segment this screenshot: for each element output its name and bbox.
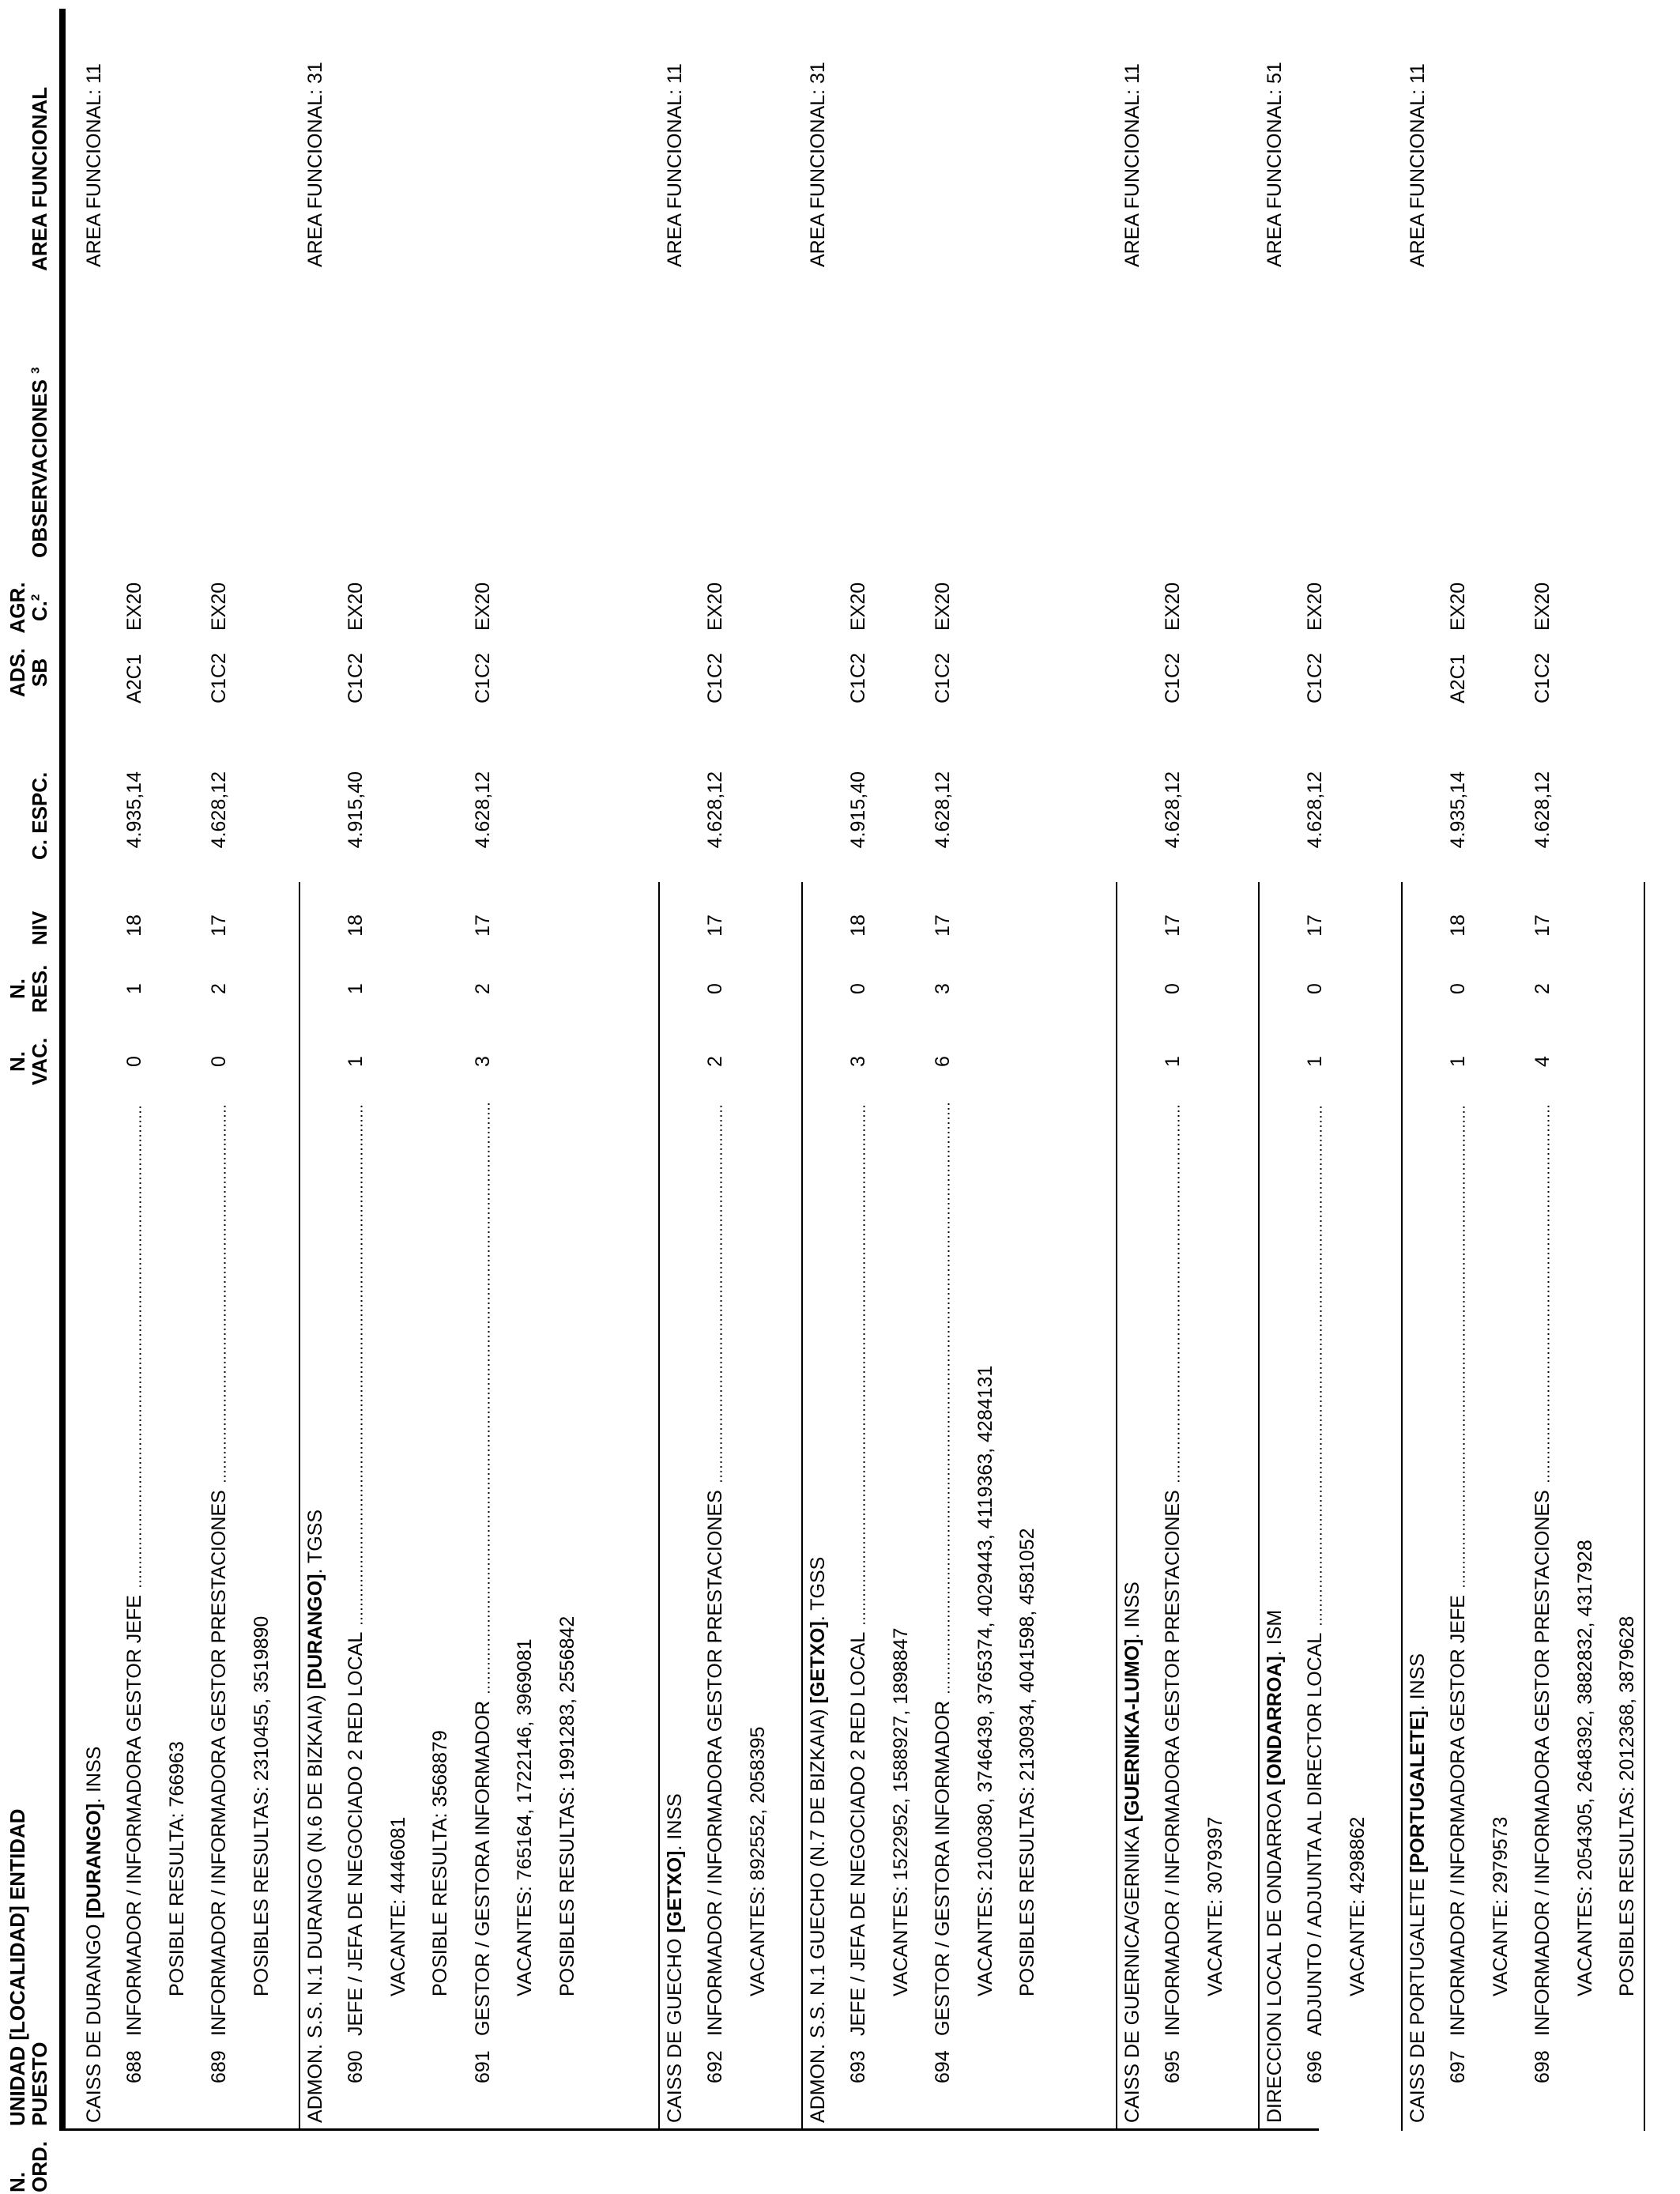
unit-header [1406, 1653, 1430, 2123]
header-observaciones: OBSERVACIONES $^3$ [28, 367, 51, 558]
header-divider [59, 9, 66, 2131]
position-title: ADJUNTO / ADJUNTA AL DIRECTOR LOCAL [1303, 1632, 1326, 2036]
c-espc: 4.628,12 [471, 771, 494, 849]
area-funcional: AREA FUNCIONAL: 31 [807, 62, 829, 267]
niv: 17 [703, 914, 726, 937]
header-n-vac: N. VAC. [6, 1037, 51, 1086]
n-vac: 1 [1303, 1056, 1326, 1067]
table-row [703, 0, 727, 2194]
unit-header [1263, 1610, 1286, 2123]
c-espc: 4.628,12 [208, 771, 231, 849]
ads-sb: C1C2 [932, 653, 955, 703]
unit-locality: [GETXO] [807, 1621, 829, 1704]
n-res: 2 [471, 983, 494, 994]
ads-sb: A2C1 [1446, 654, 1469, 703]
table-row [344, 0, 367, 2194]
position-note: POSIBLES RESULTAS: 2012368, 3879628 [1616, 1615, 1639, 1996]
dot-leader [1463, 1103, 1465, 1589]
n-vac: 2 [703, 1056, 726, 1067]
unit-header [82, 1747, 106, 2123]
unit-entity: . INSS [83, 1746, 105, 1804]
n-vac: 1 [1161, 1056, 1184, 1067]
unit-locality: [GETXO] [664, 1850, 686, 1933]
position-number: 694 [932, 2050, 955, 2083]
dot-leader [139, 1103, 141, 1589]
group-separator [1644, 882, 1645, 2131]
position-title: JEFE / JEFA DE NEGOCIADO 2 RED LOCAL [344, 1631, 367, 2036]
unit-name: CAISS DE GUECHO [664, 1938, 686, 2123]
unit-name: CAISS DE PORTUGALETE [1407, 1878, 1429, 2123]
unit-entity: . INSS [1121, 1581, 1143, 1639]
position-note: VACANTES: 2100380, 3746439, 3765374, 4029443, 4119363, 4284131 [974, 1365, 996, 1996]
group-separator [1258, 882, 1260, 2131]
position-number: 690 [344, 2050, 367, 2083]
header-c-espc: C. ESPC. [28, 771, 51, 860]
ads-sb: C1C2 [1161, 653, 1184, 703]
unit-header [806, 1557, 830, 2123]
position-number: 697 [1446, 2050, 1469, 2083]
c-espc: 4.935,14 [1446, 771, 1469, 849]
position-title: INFORMADOR / INFORMADORA GESTOR PRESTACIONES [208, 1490, 231, 2036]
n-vac: 4 [1531, 1056, 1554, 1067]
position-note: VACANTE: 4446081 [386, 1816, 409, 1996]
n-res: 1 [122, 983, 145, 994]
agr-c: EX20 [846, 582, 869, 631]
position-title: GESTOR / GESTORA INFORMADOR [471, 1700, 494, 2036]
position-title: INFORMADOR / INFORMADORA GESTOR JEFE [1446, 1595, 1469, 2036]
n-vac: 0 [122, 1056, 145, 1067]
unit-name: ADMON. S.S. N.1 DURANGO (N.6 DE BIZKAIA) [304, 1695, 326, 2123]
agr-c: EX20 [344, 582, 367, 631]
header-niv: NIV [28, 910, 51, 945]
unit-locality: [GUERNIKA-LUMO] [1121, 1638, 1143, 1823]
niv: 18 [344, 914, 367, 937]
position-note: POSIBLES RESULTAS: 2310455, 3519890 [250, 1615, 273, 1996]
position-note: POSIBLES RESULTAS: 2130934, 4041598, 4581052 [1016, 1528, 1039, 1996]
ads-sb: C1C2 [846, 653, 869, 703]
header-n-res: N. RES. [6, 964, 51, 1013]
dot-leader [1177, 1103, 1180, 1483]
agr-c: EX20 [1531, 582, 1554, 631]
agr-c: EX20 [1446, 582, 1469, 631]
area-funcional: AREA FUNCIONAL: 31 [304, 62, 326, 267]
unit-header [663, 1793, 687, 2123]
position-note: POSIBLE RESULTA: 3568879 [429, 1730, 452, 1996]
header-area-funcional: AREA FUNCIONAL [28, 86, 51, 271]
c-espc: 4.628,12 [1531, 771, 1554, 849]
ads-sb: C1C2 [1531, 653, 1554, 703]
niv: 17 [208, 914, 231, 937]
ads-sb: A2C1 [122, 654, 145, 703]
table-row [122, 0, 146, 2194]
left-border [62, 2128, 1319, 2131]
header-unidad: UNIDAD [LOCALIDAD] ENTIDAD PUESTO [6, 1808, 51, 2126]
niv: 18 [122, 914, 145, 937]
header-n-ord: N. ORD. [6, 2141, 51, 2192]
c-espc: 4.628,12 [703, 771, 726, 849]
agr-c: EX20 [208, 582, 231, 631]
n-res: 0 [1303, 983, 1326, 994]
unit-locality: [ONDARROA] [1264, 1656, 1286, 1786]
position-title: INFORMADOR / INFORMADORA GESTOR PRESTACIONES [703, 1490, 726, 2036]
c-espc: 4.915,40 [344, 771, 367, 849]
unit-header [303, 1510, 327, 2123]
unit-locality: [DURANGO] [83, 1803, 105, 1919]
c-espc: 4.628,12 [1161, 771, 1184, 849]
dot-leader [488, 1103, 490, 1695]
n-res: 3 [932, 983, 955, 994]
position-number: 688 [122, 2050, 145, 2083]
position-title: INFORMADOR / INFORMADORA GESTOR PRESTACIONES [1161, 1490, 1184, 2036]
n-res: 2 [1531, 983, 1554, 994]
position-number: 696 [1303, 2050, 1326, 2083]
position-note: POSIBLES RESULTAS: 1991283, 2556842 [556, 1615, 578, 1996]
position-number: 695 [1161, 2050, 1184, 2083]
position-title: INFORMADOR / INFORMADORA GESTOR JEFE [122, 1595, 145, 2036]
dot-leader [1320, 1103, 1322, 1627]
unit-name: CAISS DE DURANGO [83, 1924, 105, 2123]
table-row [1531, 0, 1554, 2194]
ads-sb: C1C2 [1303, 653, 1326, 703]
position-note: VACANTES: 892552, 2058395 [746, 1726, 769, 1996]
position-note: VACANTES: 765164, 1722146, 3969081 [514, 1638, 537, 1996]
position-title: JEFE / JEFA DE NEGOCIADO 2 RED LOCAL [846, 1631, 869, 2036]
niv: 17 [932, 914, 955, 937]
group-separator [658, 882, 660, 2131]
niv: 17 [1303, 914, 1326, 937]
n-res: 0 [846, 983, 869, 994]
dot-leader [863, 1103, 865, 1626]
unit-locality: [DURANGO] [304, 1574, 326, 1690]
unit-entity: . TGSS [304, 1509, 326, 1574]
c-espc: 4.628,12 [1303, 771, 1326, 849]
ads-sb: C1C2 [344, 653, 367, 703]
n-res: 1 [344, 983, 367, 994]
group-separator [801, 882, 803, 2131]
unit-locality: [PORTUGALETE] [1407, 1710, 1429, 1873]
table-row [1161, 0, 1185, 2194]
niv: 17 [1161, 914, 1184, 937]
agr-c: EX20 [703, 582, 726, 631]
dot-leader [720, 1103, 722, 1483]
n-vac: 1 [1446, 1056, 1469, 1067]
dot-leader [360, 1103, 363, 1626]
n-vac: 1 [344, 1056, 367, 1067]
unit-entity: . INSS [664, 1793, 686, 1851]
ads-sb: C1C2 [703, 653, 726, 703]
dot-leader [1547, 1103, 1550, 1483]
table-row [471, 0, 495, 2194]
agr-c: EX20 [1303, 582, 1326, 631]
area-funcional: AREA FUNCIONAL: 11 [664, 63, 686, 267]
unit-entity: . TGSS [807, 1556, 829, 1622]
position-note: POSIBLE RESULTA: 766963 [165, 1741, 188, 1996]
agr-c: EX20 [932, 582, 955, 631]
position-note: VACANTE: 3079397 [1203, 1816, 1226, 1996]
unit-header [1121, 1581, 1144, 2123]
unit-entity: . INSS [1407, 1653, 1429, 1711]
position-number: 689 [208, 2050, 231, 2083]
unit-name: CAISS DE GUERNICA/GERNIKA [1121, 1827, 1143, 2123]
n-res: 0 [1161, 983, 1184, 994]
position-number: 691 [471, 2050, 494, 2083]
position-title: GESTOR / GESTORA INFORMADOR [932, 1700, 955, 2036]
group-separator [1401, 882, 1403, 2131]
agr-c: EX20 [1161, 582, 1184, 631]
n-res: 0 [703, 983, 726, 994]
n-vac: 6 [932, 1056, 955, 1067]
table-row [1303, 0, 1327, 2194]
unit-name: ADMON. S.S. N.1 GUECHO (N.7 DE BIZKAIA) [807, 1709, 829, 2123]
table-row [1446, 0, 1470, 2194]
unit-name: DIRECCION LOCAL DE ONDARROA [1264, 1791, 1286, 2123]
group-separator [1116, 882, 1117, 2131]
position-note: VACANTE: 2979573 [1489, 1816, 1512, 1996]
table-row [846, 0, 870, 2194]
position-note: VACANTES: 1522952, 1588927, 1898847 [889, 1627, 912, 1996]
dot-leader [224, 1103, 226, 1483]
n-vac: 3 [471, 1056, 494, 1067]
header-ads-sb: ADS. SB [6, 647, 51, 698]
position-note: VACANTES: 2054305, 2648392, 3882832, 4317928 [1573, 1540, 1596, 1996]
c-espc: 4.935,14 [122, 771, 145, 849]
ads-sb: C1C2 [208, 653, 231, 703]
area-funcional: AREA FUNCIONAL: 11 [1407, 63, 1429, 267]
n-vac: 0 [208, 1056, 231, 1067]
table-row [931, 0, 955, 2194]
area-funcional: AREA FUNCIONAL: 11 [1121, 63, 1143, 267]
n-res: 2 [208, 983, 231, 994]
dot-leader [947, 1103, 950, 1695]
position-number: 698 [1531, 2050, 1554, 2083]
niv: 17 [471, 914, 494, 937]
position-number: 692 [703, 2050, 726, 2083]
n-res: 0 [1446, 983, 1469, 994]
unit-entity: . ISM [1264, 1609, 1286, 1657]
agr-c: EX20 [122, 582, 145, 631]
position-number: 693 [846, 2050, 869, 2083]
c-espc: 4.915,40 [846, 771, 869, 849]
c-espc: 4.628,12 [932, 771, 955, 849]
niv: 18 [846, 914, 869, 937]
area-funcional: AREA FUNCIONAL: 11 [83, 63, 105, 267]
n-vac: 3 [846, 1056, 869, 1067]
area-funcional: AREA FUNCIONAL: 51 [1264, 62, 1286, 267]
header-agr-c: AGR. C.$^2$ [6, 582, 51, 634]
position-title: INFORMADOR / INFORMADORA GESTOR PRESTACIONES [1531, 1490, 1554, 2036]
agr-c: EX20 [471, 582, 494, 631]
niv: 18 [1446, 914, 1469, 937]
group-separator [299, 882, 300, 2131]
niv: 17 [1531, 914, 1554, 937]
position-note: VACANTE: 4298862 [1346, 1816, 1369, 1996]
table-row [207, 0, 231, 2194]
ads-sb: C1C2 [471, 653, 494, 703]
